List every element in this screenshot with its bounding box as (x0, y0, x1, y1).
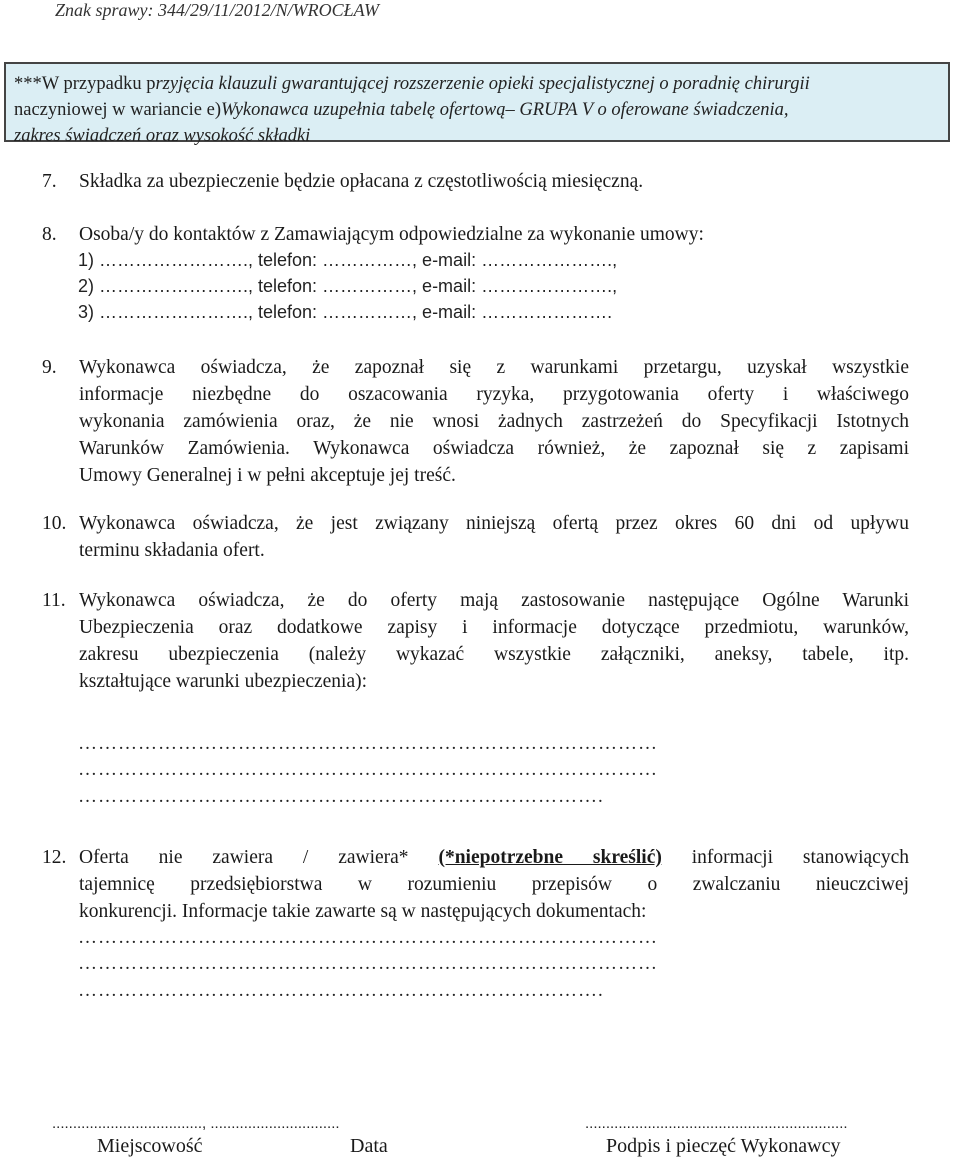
item-12-line-1 (79, 844, 909, 871)
case-reference: Znak sprawy: 344/29/11/2012/N/WROCŁAW (55, 0, 379, 20)
item-10-line: terminu składania ofert. (79, 540, 265, 561)
item-7-number: 7. (42, 171, 57, 192)
item-9-line: Umowy Generalnej i w pełni akceptuje jej treść. (79, 465, 456, 486)
note-line-2-italic: Wykonawca uzupełnia tabelę ofertową– GRUPA V o oferowane świadczenia, (221, 100, 789, 120)
item-11-text (79, 587, 909, 695)
item-9 (42, 354, 922, 494)
item-9-line: Wykonawca oświadcza, że zapoznał się z warunkami przetargu, uzyskał wszystkie (79, 357, 909, 378)
item-10-number: 10. (42, 513, 67, 534)
item-9-line: wykonania zamówienia oraz, że nie wnosi żadnych zastrzeżeń do Specyfikacji Istotnych (79, 411, 909, 432)
item-8-number: 8. (42, 224, 57, 245)
item-12-text (79, 844, 909, 925)
item-9-text (79, 354, 909, 489)
place-label: Miejscowość (97, 1135, 203, 1157)
item-12-line: konkurencji. Informacje takie zawarte są w następujących dokumentach: (79, 901, 647, 922)
contact-line-3: 3) ……………………., telefon: ……………, e-mail: …………………. (78, 302, 613, 322)
item-9-number: 9. (42, 357, 57, 378)
item-10 (42, 510, 922, 570)
note-line-2 (14, 97, 944, 123)
item-9-line: Warunków Zamówienia. Wykonawca oświadcza również, że zapoznał się z zapisami (79, 438, 909, 459)
item-12-line-1a: Oferta nie zawiera / zawiera* (79, 847, 409, 868)
item-11-dot-line: ……………………………………………………………………. (78, 786, 604, 807)
item-11-line: Wykonawca oświadcza, że do oferty mają zastosowanie następujące Ogólne Warunki (79, 590, 909, 611)
item-12-line: tajemnicę przedsiębiorstwa w rozumieniu przepisów o zwalczaniu nieuczciwej (79, 874, 909, 895)
item-11-line: kształtujące warunki ubezpieczenia): (79, 671, 368, 692)
item-7-text: Składka za ubezpieczenie będzie opłacana z częstotliwością miesięczną. (79, 171, 644, 192)
date-label: Data (350, 1135, 388, 1157)
item-11 (42, 587, 922, 702)
item-8-text: Osoba/y do kontaktów z Zamawiającym odpowiedzialne za wykonanie umowy: (79, 224, 704, 245)
item-12-number: 12. (42, 847, 67, 868)
item-11-dot-line: …………………………………………………………………………… (78, 733, 658, 754)
note-line-1-italic: rzyjęcia klauzuli gwarantującej rozszerzenie opieki specjalistycznej o poradnię chirurgii (155, 74, 810, 94)
item-12 (42, 844, 922, 929)
item-8 (42, 221, 922, 248)
item-12-dot-line: …………………………………………………………………………… (78, 927, 658, 948)
note-line-1 (14, 71, 944, 97)
contact-line-2: 2) ……………………., telefon: ……………, e-mail: …………………., (78, 276, 618, 296)
note-line-1-plain: ***W przypadku p (14, 74, 156, 94)
signature-label: Podpis i pieczęć Wykonawcy (606, 1135, 841, 1157)
note-line-3 (14, 123, 944, 149)
note-line-3-italic: zakres świadczeń oraz wysokość składki (14, 126, 311, 146)
place-date-dots: ...................................., ............................... (52, 1115, 340, 1132)
item-11-line: zakresu ubezpieczenia (należy wykazać wszystkie załączniki, aneksy, tabele, itp. (79, 644, 909, 665)
item-12-strike-note: (*niepotrzebne skreślić) (438, 847, 662, 868)
note-box (4, 62, 950, 146)
note-text (14, 71, 944, 149)
item-11-number: 11. (42, 590, 66, 611)
item-12-dot-line: ……………………………………………………………………. (78, 980, 604, 1001)
item-11-line: Ubezpieczenia oraz dodatkowe zapisy i informacje dotyczące przedmiotu, warunków, (79, 617, 909, 638)
item-7 (42, 168, 922, 195)
item-12-dot-line: …………………………………………………………………………… (78, 953, 658, 974)
item-11-dot-line: …………………………………………………………………………… (78, 759, 658, 780)
item-12-line-1c: informacji stanowiących (691, 847, 909, 868)
item-10-text (79, 510, 909, 564)
item-10-line: Wykonawca oświadcza, że jest związany niniejszą ofertą przez okres 60 dni od upływu (79, 513, 909, 534)
contact-line-1: 1) ……………………., telefon: ……………, e-mail: …………………., (78, 250, 618, 270)
note-line-2-plain: naczyniowej w wariancie e) (14, 100, 221, 120)
item-9-line: informacje niezbędne do oszacowania ryzyka, przygotowania oferty i właściwego (79, 384, 909, 405)
signature-dots: ............................................................... (585, 1115, 848, 1132)
